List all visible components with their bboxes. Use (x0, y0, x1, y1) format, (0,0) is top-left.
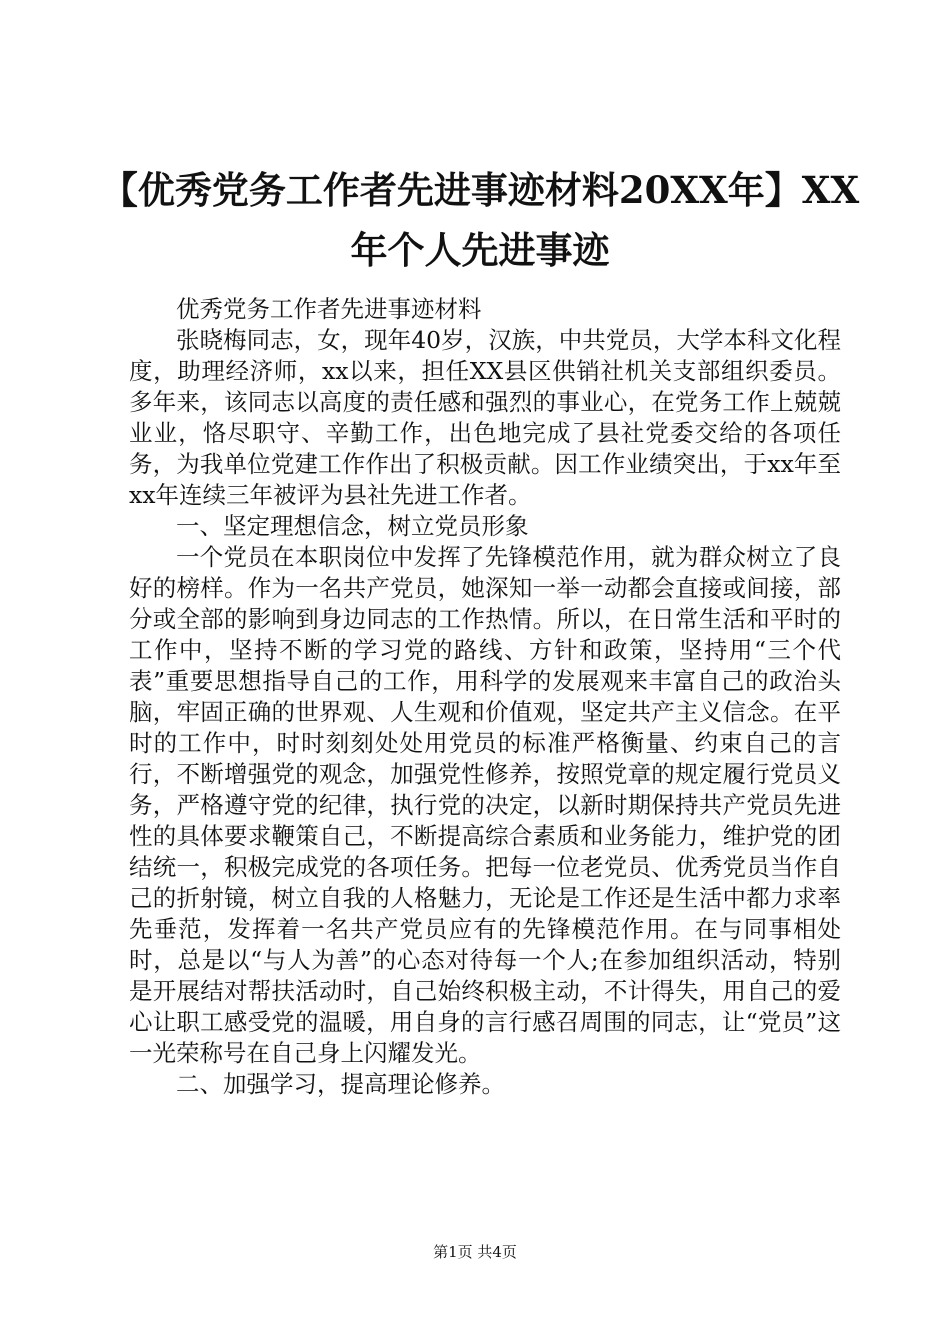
paragraph-section-1: 一个党员在本职岗位中发挥了先锋模范作用，就为群众树立了良好的榜样。作为一名共产党员，她深知一举一动都会直接或间接，部分或全部的影响到身边同志的工作热情。所以，在日常生活和平时的工作中，坚持不断的学习党的路线、方针和政策，坚持用“三个代表”重要思想指导自己的工作，用科学的发展观来丰富自己的政治头脑，牢固正确的世界观、人生观和价值观，坚定共产主义信念。在平时的工作中，时时刻刻处处用党员的标准严格衡量、约束自己的言行，不断增强党的观念，加强党性修养，按照党章的规定履行党员义务，严格遵守党的纪律，执行党的决定，以新时期保持共产党员先进性的具体要求鞭策自己，不断提高综合素质和业务能力，维护党的团结统一，积极完成党的各项任务。把每一位老党员、优秀党员当作自己的折射镜，树立自我的人格魅力，无论是工作还是生活中都力求率先垂范，发挥着一名共产党员应有的先锋模范作用。在与同事相处时，总是以“与人为善”的心态对待每一个人;在参加组织活动，特别是开展结对帮扶活动时，自己始终积极主动，不计得失，用自己的爱心让职工感受党的温暖，用自身的言行感召周围的同志，让“党员”这一光荣称号在自己身上闪耀发光。 (129, 543, 841, 1067)
paragraph-heading: 优秀党务工作者先进事迹材料 (176, 295, 482, 323)
paragraph-intro: 张晓梅同志，女，现年40岁，汉族，中共党员，大学本科文化程度，助理经济师，xx以来，担任XX县区供销社机关支部组织委员。多年来，该同志以高度的责任感和强烈的事业心，在党务工作上兢兢业业，恪尽职守、辛勤工作，出色地完成了县社党委交给的各项任务，为我单位党建工作作出了积极贡献。因工作业绩突出，于xx年至xx年连续三年被评为县社先进工作者。 (129, 326, 841, 509)
document-body (129, 294, 841, 1100)
section-heading-2: 二、加强学习，提高理论修养。 (176, 1070, 505, 1098)
page-footer: 第1页 共4页 (433, 1243, 517, 1261)
document-title: 【优秀党务工作者先进事迹材料20XX年】XX年个人先进事迹 (100, 168, 860, 272)
section-heading-1: 一、坚定理想信念，树立党员形象 (176, 512, 529, 540)
